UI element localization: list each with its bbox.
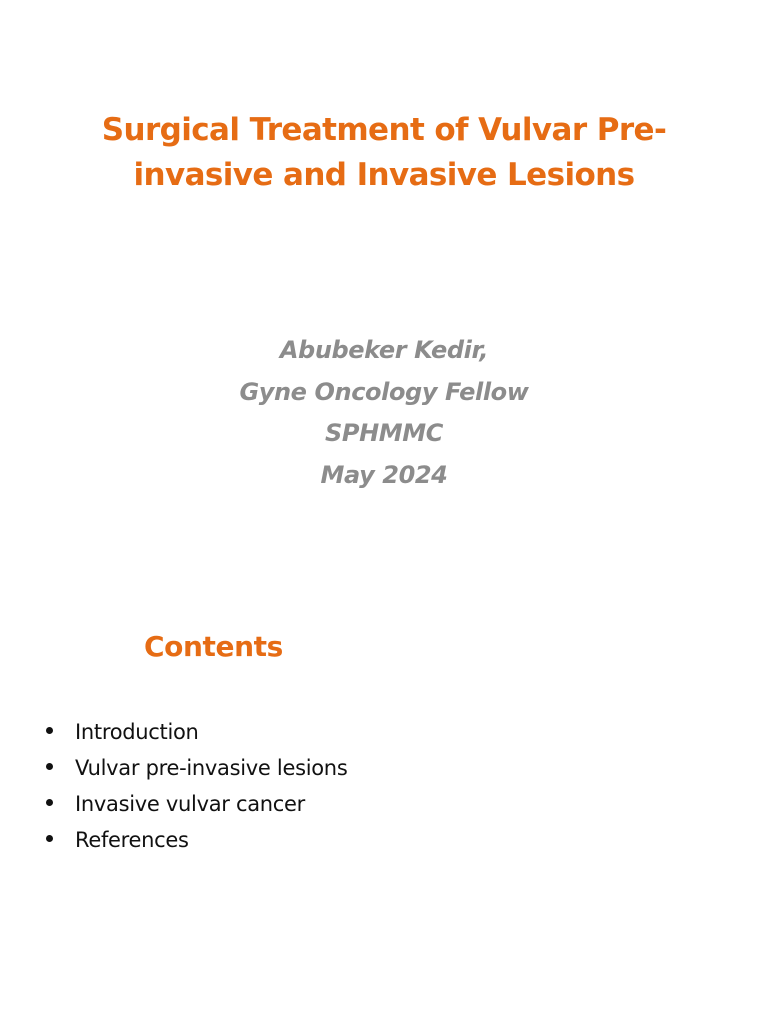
contents-item-label: Vulvar pre-invasive lesions	[75, 756, 348, 780]
bullet-icon	[46, 763, 53, 770]
presenter-name: Abubeker Kedir,	[279, 336, 489, 364]
bullet-icon	[46, 727, 53, 734]
contents-item-invasive-vulvar-cancer	[44, 786, 347, 822]
contents-item-introduction	[44, 714, 347, 750]
slide-title: Surgical Treatment of Vulvar Pre-invasive and Invasive Lesions	[101, 112, 667, 193]
contents-item-references	[44, 822, 347, 858]
bullet-icon	[46, 799, 53, 806]
contents-list	[44, 714, 347, 858]
presenter-block	[184, 330, 584, 496]
presenter-institution: SPHMMC	[325, 419, 443, 447]
contents-item-label: Invasive vulvar cancer	[75, 792, 305, 816]
presenter-role: Gyne Oncology Fellow	[239, 377, 529, 406]
presentation-date: May 2024	[320, 460, 448, 489]
contents-heading: Contents	[144, 630, 283, 663]
contents-item-vulvar-pre-invasive-lesions	[44, 750, 347, 786]
contents-item-label: References	[75, 828, 189, 852]
contents-item-label: Introduction	[75, 720, 199, 744]
bullet-icon	[46, 835, 53, 842]
